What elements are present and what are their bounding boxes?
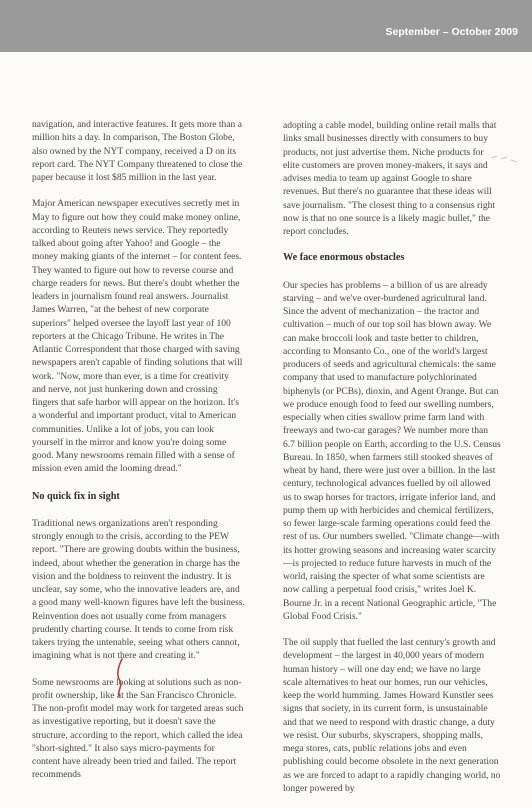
left-paragraph-4: Some newsrooms are looking at solutions such as non-profit ownership, like at the San Francisco Chronicle. The non-profit model may work for targeted areas such as investigative reporting, but it doesn't save the structure, according to the report, which called the idea "short-sighted." It also says micro-payments for content have already been tried and failed. The report recommends	[32, 676, 244, 781]
right-paragraph-2: Our species has problems – a billion of us are already starving – and we've over-burdened agricultural land. Since the advent of mechanization – the tractor and cultivation – much of our top soil has blown away. We can make broccoli look and taste better to children, according to Monsanto Co., one of the world's largest producers of seeds and agricultural chemicals: the same company that used to manufacture polychlorinated biphenyls (or PCBs), dioxin, and Agent Orange. But can we produce enough food to feed our swelling numbers, especially when cities swallow prime farm land with freeways and two-car garages? We number more than 6.7 billion people on Earth, according to the U.S. Census Bureau. In 1850, when farmers still stooked sheaves of wheat by hand, there were just over a billion. In the last century, technological advances fuelled by oil allowed us to swap horses for tractors, irrigate inferior land, and pump them up with herbicides and chemical fertilizers, so fewer large-scale farming operations could feed the rest of us. Our numbers swelled. "Climate change—with its hotter growing seasons and increasing water scarcity—is projected to reduce future harvests in much of the world, raising the specter of what some scientists are now calling a perpetual food crisis," writes Joel K. Bourne Jr. in a recent National Geographic article, "The Global Food Crisis."	[283, 279, 501, 622]
handwritten-pen-mark	[108, 657, 132, 697]
section-heading-no-quick-fix: No quick fix in sight	[32, 490, 120, 502]
section-heading-obstacles: We face enormous obstacles	[283, 252, 405, 264]
right-paragraph-1: adopting a cable model, building online retail malls that links small businesses directly with consumers to buy products, not just advertise them. Niche products for elite customers are proven money-makers, it says and advises media to team up against Google to share revenues. But there's no guarantee that these ideas will save journalism. "The closest thing to a consensus right now is that no one source is a likely magic bullet," the report concludes.	[283, 120, 497, 237]
left-paragraph-2: Major American newspaper executives secretly met in May to figure out how they could make money online, according to Reuters news service. They reportedly talked about going after Yahoo! and Google – the money making giants of the internet – for content fees. They wanted to figure out how to reverse course and charge readers for news. But there's doubt whether the leaders in journalism found real answers. Journalist James Warren, "at the behest of new corporate superiors" helped oversee the layoff last year of 100 reporters at the Chicago Tribune. He writes in The Atlantic Correspondent that those charged with saving newspapers aren't capable of finding solutions that will work. "Now, more than ever, is a time for creativity and nerve, not just hunkering down and crossing fingers that safe harbor will appear on the horizon. It's a wonderful and important product, vital to American communities. Unlike a lot of jobs, you can look yourself in the mirror and know you're doing some good. Many newsrooms remain filled with a sense of mission even amid the looming dread."	[32, 198, 243, 475]
right-column	[283, 119, 501, 808]
left-paragraph-3: Traditional news organizations aren't responding strongly enough to the crisis, according to the PEW report. "There are growing doubts within the business, indeed, about whether the generation in charge has the vision and the boldness to reinvent the industry. It is unclear, say some, who the innovative leaders are, and a good many well-known figures have left the business. Reinvention does not usually come from managers prudently charting course. It tends to come from risk takers trying the untenable, seeing what others cannot, imagining what is not there and creating it."	[32, 517, 245, 662]
header-band	[0, 0, 532, 52]
right-paragraph-3: The oil supply that fuelled the last century's growth and development – the largest in 40,000 years of modern human history – will one day end; we have no large scale alternatives to heat our homes, run our vehicles, keep the world humming. James Howard Kunstler sees signs that society, in its current form, is unsustainable and that we need to respond with drastic change, a duty we resist. Our suburbs, skyscrapers, shopping malls, mega stores, cats, public relations jobs and even publishing could become obsolete in the next generation as we are forced to adapt to a rapidly changing world, no longer powered by	[283, 637, 501, 794]
left-paragraph-1: navigation, and interactive features. It gets more than a million hits a day. In comparison, The Boston Globe, also owned by the NYT company, received a D on its report card. The NYT Company threatened to close the paper because it lost $85 million in the last year.	[32, 119, 243, 183]
issue-date: September – October 2009	[385, 26, 518, 38]
stray-pen-mark	[489, 150, 519, 166]
left-column	[32, 118, 245, 795]
